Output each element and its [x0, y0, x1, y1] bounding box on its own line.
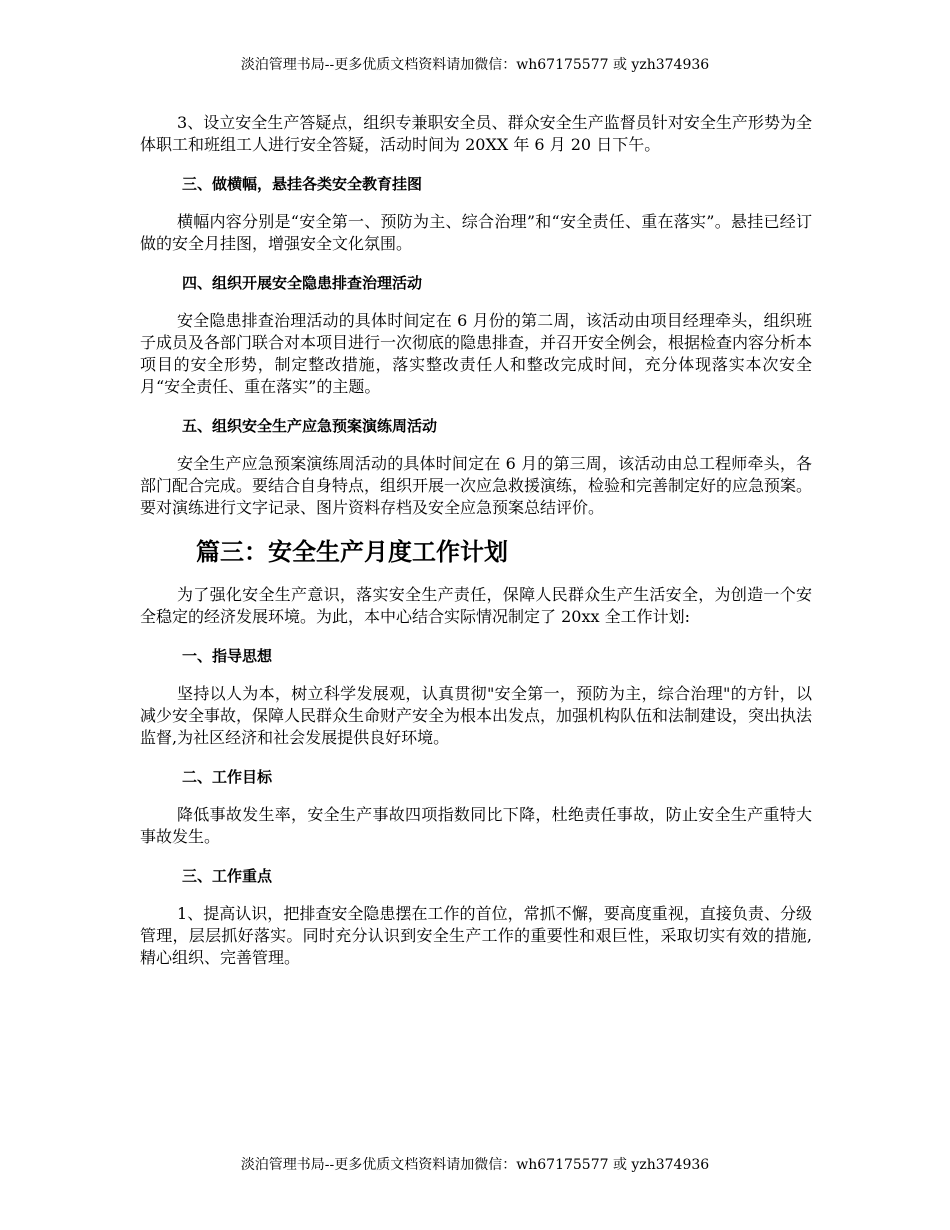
- section-heading: 三、工作重点: [182, 867, 273, 885]
- paragraph: 坚持以人为本，树立科学发展观，认真贯彻"安全第一，预防为主，综合治理"的方针，以减少安全事故，保障人民群众生命财产安全为根本出发点，加强机构队伍和法制建设，突出执法监督,为社区经济和社会发展提供良好环境。: [140, 684, 813, 747]
- section-heading: 四、组织开展安全隐患排查治理活动: [182, 274, 423, 292]
- section-heading: 五、组织安全生产应急预案演练周活动: [182, 417, 438, 435]
- paragraph: 3、设立安全生产答疑点，组织专兼职安全员、群众安全生产监督员针对安全生产形势为全体职工和班组工人进行安全答疑，活动时间为 20XX 年 6 月 20 日下午。: [140, 113, 812, 154]
- chapter-title: 篇三：安全生产月度工作计划: [196, 538, 508, 566]
- paragraph: 安全隐患排查治理活动的具体时间定在 6 月份的第二周，该活动由项目经理牵头，组织班子成员及各部门联合对本项目进行一次彻底的隐患排查，并召开安全例会，根据检查内容分析本项目的安全形势，制定整改措施，落实整改责任人和整改完成时间，充分体现落实本次安全月“安全责任、重在落实”的主题。: [140, 311, 813, 396]
- section-heading: 二、工作目标: [182, 768, 273, 786]
- section-heading: 三、做横幅，悬挂各类安全教育挂图: [182, 175, 423, 193]
- paragraph: 横幅内容分别是“安全第一、预防为主、综合治理”和“安全责任、重在落实”。悬挂已经订做的安全月挂图，增强安全文化氛围。: [140, 212, 812, 253]
- page-header: 淡泊管理书局--更多优质文档资料请加微信：wh67175577 或 yzh374936: [240, 57, 710, 73]
- paragraph: 为了强化安全生产意识，落实安全生产责任，保障人民群众生产生活安全，为创造一个安全稳定的经济发展环境。为此，本中心结合实际情况制定了 20xx 全工作计划:: [140, 585, 812, 626]
- paragraph: 降低事故发生率，安全生产事故四项指数同比下降，杜绝责任事故，防止安全生产重特大事故发生。: [140, 805, 812, 846]
- section-heading: 一、指导思想: [182, 647, 273, 665]
- paragraph: 1、提高认识，把排查安全隐患摆在工作的首位，常抓不懈，要高度重视，直接负责、分级管理，层层抓好落实。同时充分认识到安全生产工作的重要性和艰巨性，采取切实有效的措施,精心组织、完善管理。: [140, 904, 812, 967]
- paragraph: 安全生产应急预案演练周活动的具体时间定在 6 月的第三周，该活动由总工程师牵头，各部门配合完成。要结合自身特点，组织开展一次应急救援演练，检验和完善制定好的应急预案。要对演练进行文字记录、图片资料存档及安全应急预案总结评价。: [140, 454, 813, 517]
- page-footer: 淡泊管理书局--更多优质文档资料请加微信：wh67175577 或 yzh374936: [240, 1157, 710, 1173]
- document-body: [140, 112, 812, 986]
